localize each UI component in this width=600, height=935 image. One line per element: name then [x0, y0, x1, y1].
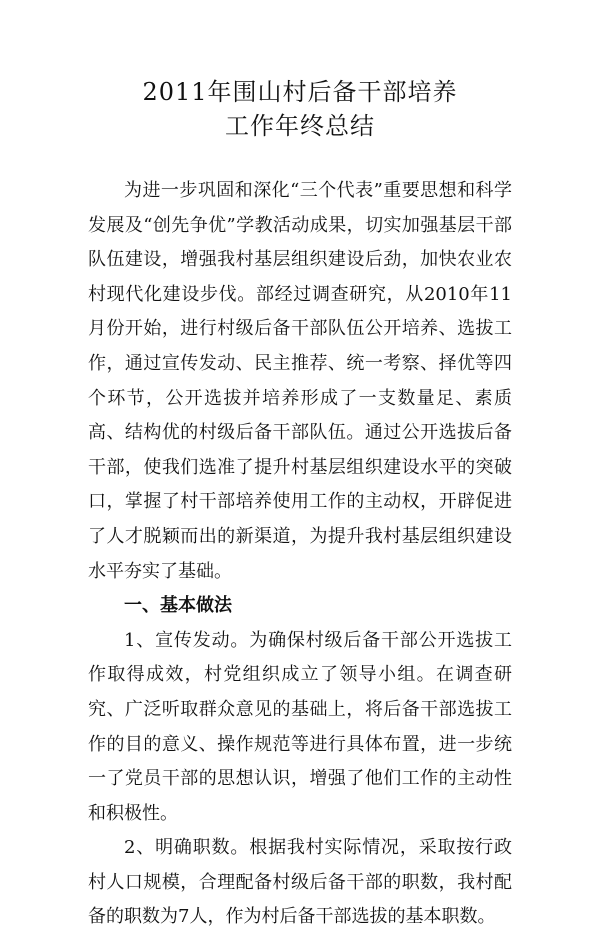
paragraph-positions: 2、明确职数。根据我村实际情况，采取按行政村人口规模，合理配备村级后备干部的职数，我村配备的职数为7人，作为村后备干部选拔的基本职数。	[88, 837, 512, 928]
section-heading: 一、基本做法	[124, 595, 232, 617]
document-body	[88, 174, 512, 935]
intro-paragraph: 为进一步巩固和深化“三个代表”重要思想和科学发展及“创先争优”学教活动成果，切实加强基层干部队伍建设，增强我村基层组织建设后劲，加快农业农村现代化建设步伐。部经过调查研究，从2010年11月份开始，进行村级后备干部队伍公开培养、选拔工作，通过宣传发动、民主推荐、统一考察、择优等四个环节，公开选拔并培养形成了一支数量足、素质高、结构优的村级后备干部队伍。通过公开选拔后备干部，使我们选准了提升村基层组织建设水平的突破口，掌握了村干部培养使用工作的主动权，开辟促进了人才脱颖而出的新渠道，为提升我村基层组织建设水平夯实了基础。	[88, 180, 512, 582]
paragraph-publicity: 1、宣传发动。为确保村级后备干部公开选拔工作取得成效，村党组织成立了领导小组。在调查研究、广泛听取群众意见的基础上，将后备干部选拔工作的目的意义、操作规范等进行具体布置，进一步统一了党员干部的思想认识，增强了他们工作的主动性和积极性。	[88, 629, 512, 824]
document-title-line1: 2011年围山村后备干部培养	[142, 78, 458, 106]
document-title-line2: 工作年终总结	[225, 112, 375, 140]
